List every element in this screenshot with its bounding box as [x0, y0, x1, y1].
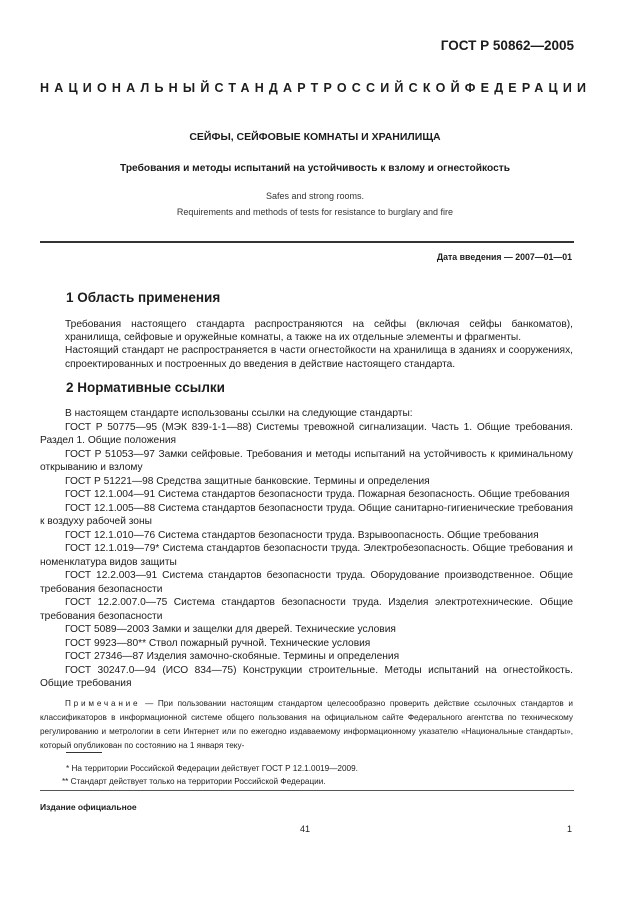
english-title-line-1: Safes and strong rooms. [265, 191, 365, 201]
footnote-divider [66, 752, 102, 753]
footnote-2: ** Стандарт действует только на территории Российской Федерации. [62, 777, 326, 786]
english-title-line-2: Requirements and methods of tests for resistance to burglary and fire [176, 207, 454, 217]
header-divider [40, 241, 574, 243]
document-subtitle: Требования и методы испытаний на устойчивость к взлому и огнестойкость [119, 163, 510, 174]
section-1-body [40, 318, 573, 371]
section-2-heading: 2 Нормативные ссылки [66, 380, 225, 395]
note-label: Примечание [65, 699, 141, 708]
section-1-paragraph-2: Настоящий стандарт не распространяется в части огнестойкости на хранилища в зданиях и сооружениях, спроектированных и построенных до введения в действие настоящего стандарта. [65, 345, 573, 370]
banner-word-2: СТАНДАРТ [214, 81, 324, 95]
reference-item: ГОСТ 12.1.019—79* Система стандартов безопасности труда. Электробезопасность. Общие требования и номенклатура видов защиты [40, 543, 573, 568]
section-1-heading: 1 Область применения [66, 290, 221, 305]
note-text: — При пользовании настоящим стандартом целесообразно проверить действие ссылочных стандартов и классификаторов в информационной системе общего пользования на официальном сайте Федерального агентства по техническому регулированию и метрологии в сети Интернет или по ежегодно издаваемому информационному указателю «Национальные стандарты», который опубликован по состоянию на 1 января теку- [40, 699, 573, 750]
reference-item: ГОСТ 30247.0—94 (ИСО 834—75) Конструкции строительные. Методы испытаний на огнестойкость. Общие требования [40, 664, 573, 689]
reference-item: ГОСТ 27346—87 Изделия замочно-скобяные. Термины и определения [65, 651, 400, 662]
national-standard-banner [40, 81, 590, 95]
reference-item: ГОСТ Р 51221—98 Средства защитные банковские. Термины и определения [65, 475, 430, 487]
normative-references-list [40, 407, 573, 691]
reference-item: ГОСТ 5089—2003 Замки и защелки для дверей. Технические условия [65, 624, 396, 635]
reference-item: ГОСТ 12.2.003—91 Система стандартов безопасности труда. Оборудование производственное. Общие требования безопасности [40, 570, 573, 595]
page-number-center: 41 [300, 824, 311, 834]
reference-item: ГОСТ 12.2.007.0—75 Система стандартов безопасности труда. Изделия электротехнические. Общие требования безопасности [40, 597, 573, 622]
document-title: СЕЙФЫ, СЕЙФОВЫЕ КОМНАТЫ И ХРАНИЛИЩА [189, 131, 441, 143]
reference-item: ГОСТ 9923—80** Ствол пожарный ручной. Технические условия [65, 637, 371, 649]
reference-item: ГОСТ Р 51053—97 Замки сейфовые. Требования и методы испытаний на устойчивость к криминальному открыванию и взлому [40, 448, 573, 473]
footnote-1: * На территории Российской Федерации действует ГОСТ Р 12.1.0019—2009. [66, 764, 358, 773]
document-id: ГОСТ Р 50862—2005 [440, 38, 574, 53]
reference-item: ГОСТ 12.1.004—91 Система стандартов безопасности труда. Пожарная безопасность. Общие требования [65, 489, 570, 500]
references-intro: В настоящем стандарте использованы ссылки на следующие стандарты: [65, 408, 413, 419]
reference-item: ГОСТ Р 50775—95 (МЭК 839-1-1—88) Системы тревожной сигнализации. Часть 1. Общие требования. Раздел 1. Общие положения [40, 421, 573, 446]
introduction-date: Дата введения — 2007—01—01 [436, 252, 572, 262]
reference-item: ГОСТ 12.1.005—88 Система стандартов безопасности труда. Общие санитарно-гигиенические требования к воздуху рабочей зоны [40, 502, 573, 527]
reference-item: ГОСТ 12.1.010—76 Система стандартов безопасности труда. Взрывоопасность. Общие требования [65, 529, 539, 541]
footer-divider [40, 790, 574, 791]
page-number-right: 1 [566, 824, 572, 834]
official-edition-label: Издание официальное [40, 802, 137, 812]
banner-word-4: ФЕДЕРАЦИИ [464, 81, 592, 95]
section-1-paragraph-1: Требования настоящего стандарта распространяются на сейфы (включая сейфы банкоматов), хранилища, сейфовые и оружейные комнаты, а также на их отдельные элементы и фрагменты. [65, 319, 573, 344]
banner-word-1: НАЦИОНАЛЬНЫЙ [40, 81, 215, 95]
banner-word-3: РОССИЙСКОЙ [323, 81, 465, 95]
references-note [40, 697, 573, 753]
